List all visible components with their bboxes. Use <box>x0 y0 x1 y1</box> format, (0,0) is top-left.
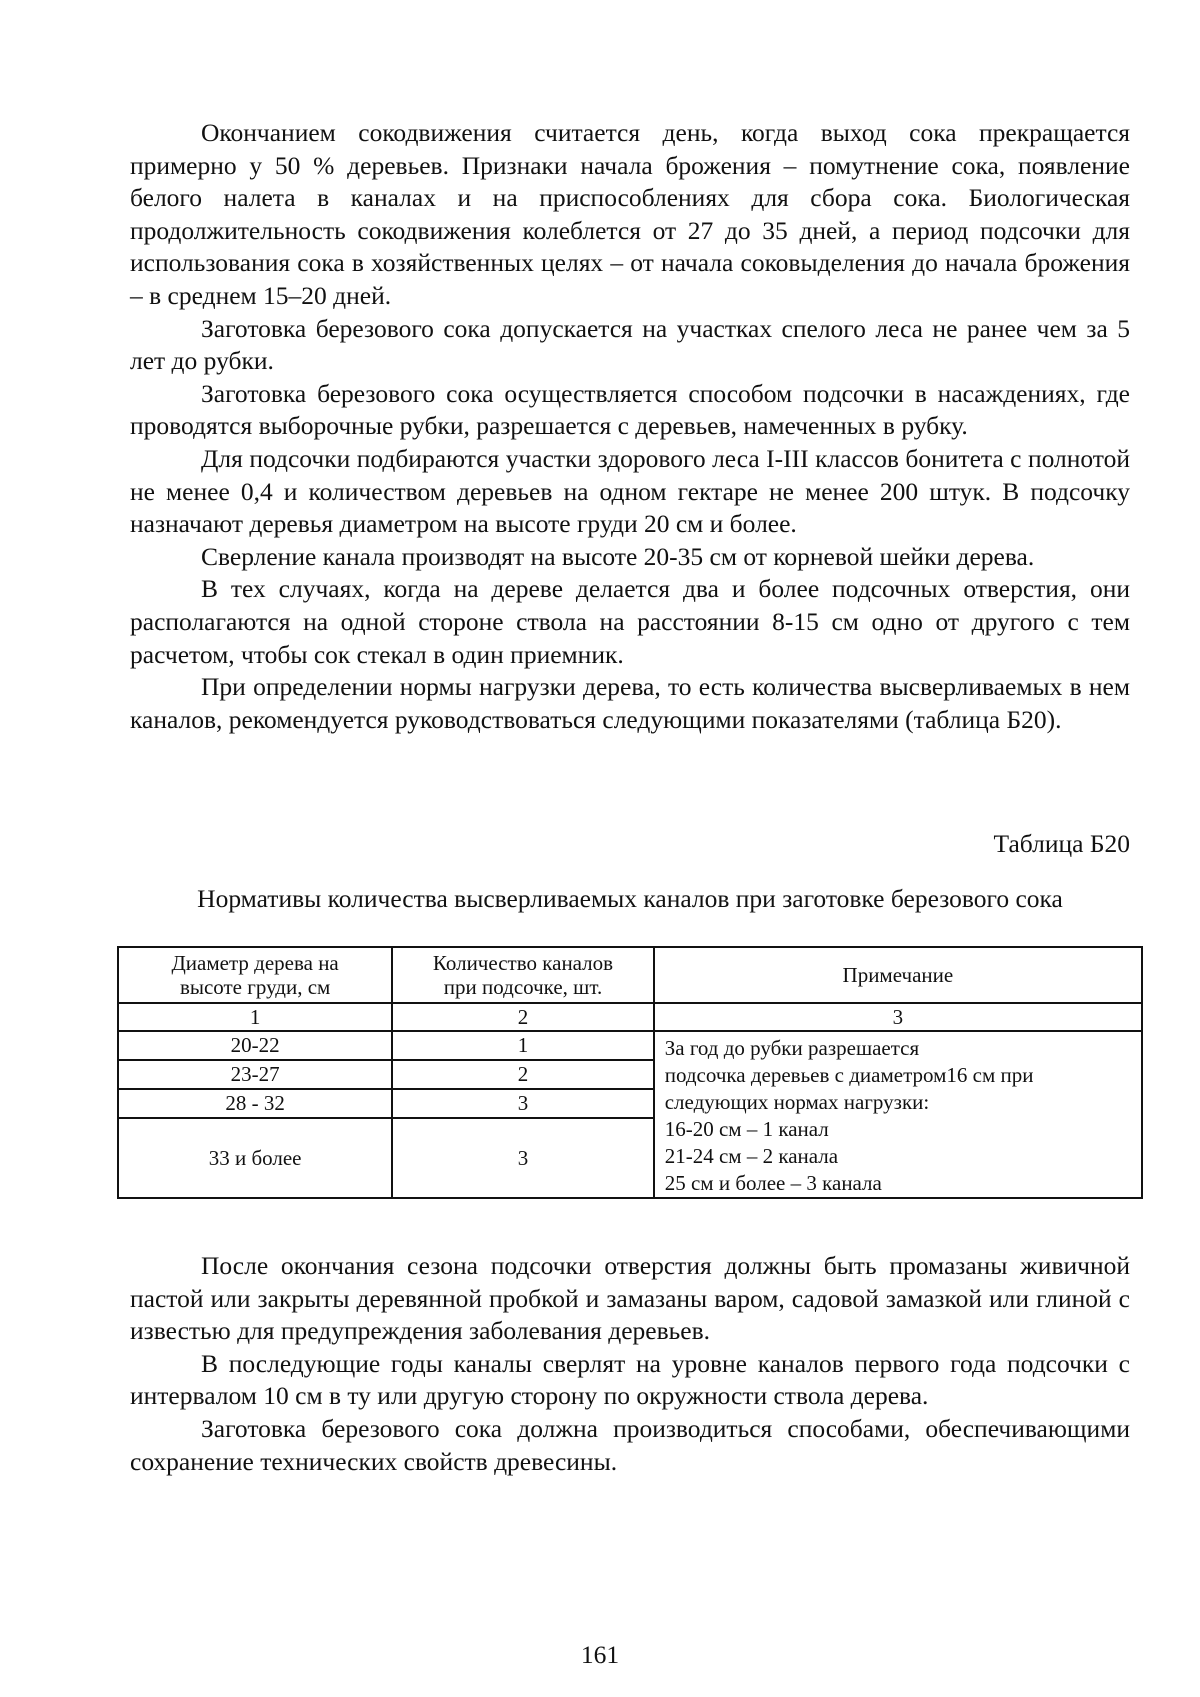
paragraph-harvest-method: Заготовка березового сока осуществляется способом подсочки в насаждениях, где проводятся выборочные рубки, разрешается с деревьев, намеченных в рубку. <box>130 378 1130 441</box>
paragraph-preserve-wood: Заготовка березового сока должна производиться способами, обеспечивающими сохранение технических свойств древесины. <box>130 1413 1130 1476</box>
channels-cell: 3 <box>392 1089 653 1118</box>
paragraph-harvest-timing: Заготовка березового сока допускается на участках спелого леса не ранее чем за 5 лет до рубки. <box>130 313 1130 376</box>
diameter-cell: 28 - 32 <box>118 1089 392 1118</box>
page-number: 161 <box>580 1640 620 1669</box>
paragraph-sap-flow-end: Окончанием сокодвижения считается день, когда выход сока прекращается примерно у 50 % деревьев. Признаки начала брожения – помутнение сока, появление белого налета в каналах и на приспособлениях для сбора сока. Биологическая продолжительность сокодвижения колеблется от 27 до 35 дней, а период подсочки для использования сока в хозяйственных целях – от начала соковыделения до начала брожения – в среднем 15–20 дней. <box>130 118 1130 310</box>
column-number: 3 <box>654 1003 1142 1031</box>
paragraph-load-norms: При определении нормы нагрузки дерева, то есть количества высверливаемых в нем каналов, рекомендуется руководствоваться следующими показателями (таблица Б20). <box>130 672 1130 734</box>
diameter-cell: 23-27 <box>118 1060 392 1089</box>
note-line: 21-24 см – 2 канала <box>664 1144 839 1168</box>
note-line: подсочка деревьев с диаметром16 см при <box>664 1063 1034 1087</box>
column-number: 2 <box>392 1003 653 1031</box>
note-line: 16-20 см – 1 канал <box>664 1117 829 1141</box>
table-row <box>118 1031 1142 1060</box>
paragraph-subsequent-years: В последующие годы каналы сверлят на уровне каналов первого года подсочки с интервалом 10 см в ту или другую сторону по окружности ствола дерева. <box>130 1348 1130 1411</box>
header-note: Примечание <box>654 947 1142 1003</box>
paragraph-multiple-holes: В тех случаях, когда на дереве делается два и более подсочных отверстия, они располагаются на одной стороне ствола на расстоянии 8-15 см одно от другого с тем расчетом, чтобы сок стекал в один приемник. <box>130 574 1130 669</box>
paragraph-sealing-holes: После окончания сезона подсочки отверстия должны быть промазаны живичной пастой или закрыты деревянной пробкой и замазаны варом, садовой замазкой или глиной с известью для предупреждения заболевания деревьев. <box>130 1251 1130 1346</box>
note-cell <box>654 1031 1142 1198</box>
diameter-cell: 33 и более <box>118 1118 392 1198</box>
paragraph-drilling-height: Сверление канала производят на высоте 20-35 см от корневой шейки дерева. <box>201 541 1035 571</box>
header-diameter: Диаметр дерева на высоте груди, см <box>118 947 392 1003</box>
header-channels: Количество каналов при подсочке, шт. <box>392 947 653 1003</box>
table-title: Нормативы количества высверливаемых каналов при заготовке березового сока <box>197 884 1063 913</box>
paragraph-site-selection: Для подсочки подбираются участки здорового леса I-III классов бонитета с полнотой не менее 0,4 и количеством деревьев на одном гектаре не менее 200 штук. В подсочку назначают деревья диаметром на высоте груди 20 см и более. <box>130 443 1130 539</box>
table-label: Таблица Б20 <box>993 829 1130 858</box>
diameter-cell: 20-22 <box>118 1031 392 1060</box>
channels-cell: 2 <box>392 1060 653 1089</box>
body-text-bottom <box>130 1250 1130 1478</box>
note-line: За год до рубки разрешается <box>664 1036 920 1060</box>
note-line: 25 см и более – 3 канала <box>664 1171 882 1195</box>
channels-cell: 3 <box>392 1118 653 1198</box>
norms-table <box>117 946 1143 1199</box>
column-number-row <box>118 1003 1142 1031</box>
table-header-row <box>118 947 1142 1003</box>
body-text-top <box>130 117 1130 736</box>
column-number: 1 <box>118 1003 392 1031</box>
note-line: следующих нормах нагрузки: <box>664 1090 930 1114</box>
channels-cell: 1 <box>392 1031 653 1060</box>
